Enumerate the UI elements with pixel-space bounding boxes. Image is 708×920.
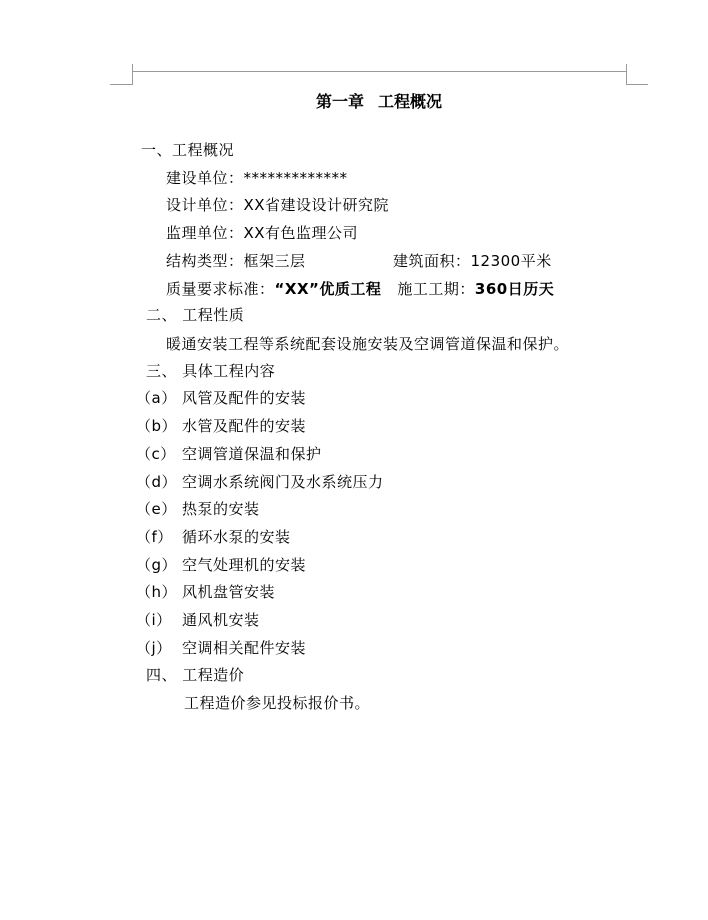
construction-unit-value: ************* <box>243 169 348 187</box>
list-marker: （h） <box>136 583 178 601</box>
list-item-text: 空调管道保温和保护 <box>182 445 322 463</box>
section-4-text: 工程造价参见投标报价书。 <box>184 694 371 712</box>
list-item <box>136 473 384 491</box>
list-marker: （b） <box>136 417 178 435</box>
list-item <box>136 556 306 574</box>
section-2-text: 暖通安装工程等系统配套设施安装及空调管道保温和保护。 <box>166 335 570 353</box>
list-item <box>136 528 291 546</box>
section-heading-1: 一、工程概况 <box>141 141 235 159</box>
list-item-text: 水管及配件的安装 <box>182 417 307 435</box>
chapter-name: 工程概况 <box>378 92 443 111</box>
list-item <box>136 417 306 435</box>
list-item <box>136 639 306 657</box>
crop-mark-left-vertical <box>132 64 133 85</box>
list-marker: （i） <box>136 611 172 629</box>
list-item <box>136 389 306 407</box>
list-marker: （g） <box>136 556 178 574</box>
list-item-text: 通风机安装 <box>182 611 260 629</box>
list-marker: （c） <box>136 445 176 463</box>
duration-label: 施工工期： <box>397 280 475 298</box>
section-heading-2: 二、 工程性质 <box>146 306 245 324</box>
chapter-title <box>0 92 708 112</box>
list-marker: （a） <box>136 389 177 407</box>
list-item-text: 热泵的安装 <box>182 500 260 518</box>
list-item-text: 空调相关配件安装 <box>182 639 307 657</box>
list-item <box>136 583 275 601</box>
structure-type-line: 结构类型：框架三层 <box>166 252 306 270</box>
section-heading-3: 三、 具体工程内容 <box>146 362 276 380</box>
list-marker: （j） <box>136 639 172 657</box>
list-item-text: 循环水泵的安装 <box>182 528 291 546</box>
quality-label: 质量要求标准： <box>166 280 275 298</box>
list-item-text: 风管及配件的安装 <box>182 389 307 407</box>
construction-unit-line <box>166 169 348 187</box>
construction-unit-label: 建设单位： <box>166 169 244 187</box>
crop-mark-left-horizontal <box>110 84 132 85</box>
list-marker: （f） <box>136 528 173 546</box>
list-item <box>136 500 260 518</box>
duration-value: 360日历天 <box>474 280 555 298</box>
building-area-line: 建筑面积：12300平米 <box>393 252 552 270</box>
supervision-unit-line: 监理单位：XX有色监理公司 <box>166 224 359 242</box>
list-item-text: 空调水系统阀门及水系统压力 <box>182 473 384 491</box>
list-item-text: 空气处理机的安装 <box>182 556 307 574</box>
section-heading-4: 四、 工程造价 <box>146 666 245 684</box>
quality-value: “XX”优质工程 <box>274 280 382 298</box>
list-item <box>136 445 322 463</box>
chapter-number: 第一章 <box>315 92 364 111</box>
list-marker: （d） <box>136 473 178 491</box>
header-margin-line <box>132 71 627 72</box>
crop-mark-right-vertical <box>626 64 627 85</box>
quality-duration-line <box>166 280 554 298</box>
list-marker: （e） <box>136 500 177 518</box>
list-item <box>136 611 260 629</box>
list-item-text: 风机盘管安装 <box>182 583 276 601</box>
crop-mark-right-horizontal <box>626 84 648 85</box>
design-unit-line: 设计单位：XX省建设设计研究院 <box>166 196 390 214</box>
